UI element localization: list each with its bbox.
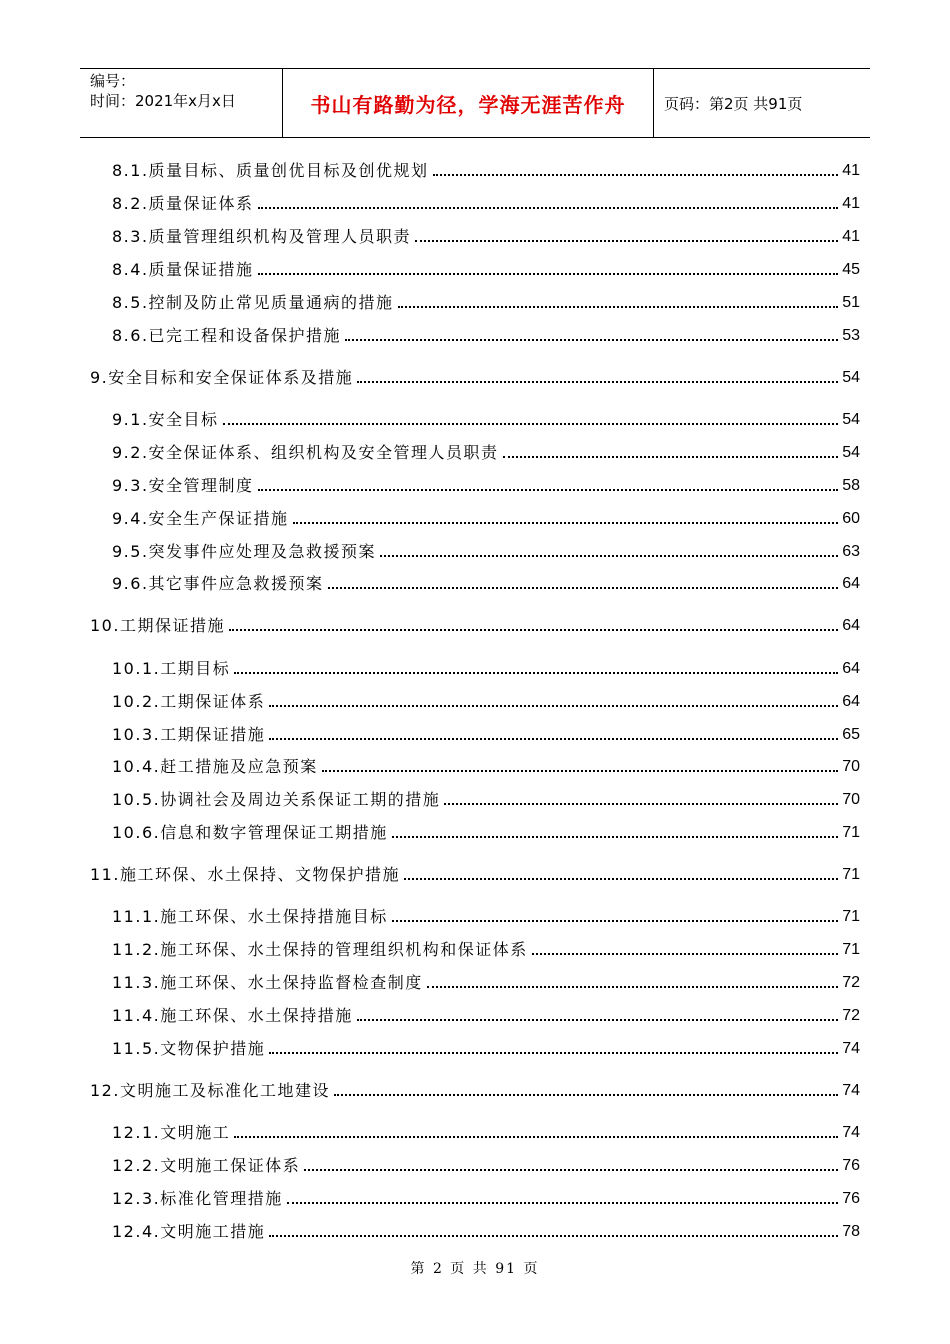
toc-section-entry[interactable] bbox=[112, 689, 860, 713]
toc-dot-leader bbox=[345, 339, 838, 341]
toc-dot-leader bbox=[532, 953, 838, 955]
toc-entry-page-number: 54 bbox=[842, 444, 860, 461]
toc-entry-page-number: 51 bbox=[842, 294, 860, 311]
toc-entry-title: 8.5.控制及防止常见质量通病的措施 bbox=[112, 293, 394, 312]
header-meta bbox=[80, 69, 283, 137]
toc-dot-leader bbox=[398, 306, 839, 308]
toc-section-entry[interactable] bbox=[112, 473, 860, 497]
toc-entry-page-number: 72 bbox=[842, 1007, 860, 1024]
toc-section-entry[interactable] bbox=[112, 290, 860, 314]
toc-section-entry[interactable] bbox=[112, 539, 860, 563]
toc-entry-title: 12.4.文明施工措施 bbox=[112, 1222, 266, 1241]
toc-entry-page-number: 64 bbox=[842, 575, 860, 592]
toc-entry-page-number: 76 bbox=[842, 1157, 860, 1174]
toc-entry-page-number: 64 bbox=[842, 617, 860, 634]
toc-entry-page-number: 64 bbox=[842, 660, 860, 677]
toc-entry-title: 10.6.信息和数字管理保证工期措施 bbox=[112, 823, 388, 842]
page-footer: 第 2 页 共 91 页 bbox=[410, 1261, 540, 1277]
toc-entry-title: 9.安全目标和安全保证体系及措施 bbox=[90, 368, 354, 387]
toc-dot-leader bbox=[269, 705, 838, 707]
toc-entry-page-number: 58 bbox=[842, 477, 860, 494]
toc-entry-title: 9.4.安全生产保证措施 bbox=[112, 509, 289, 528]
toc-section-entry[interactable] bbox=[112, 257, 860, 281]
toc-chapter-entry[interactable] bbox=[90, 1078, 860, 1102]
toc-entry-title: 8.2.质量保证体系 bbox=[112, 194, 254, 213]
toc-entry-page-number: 71 bbox=[842, 908, 860, 925]
toc-entry-page-number: 64 bbox=[842, 693, 860, 710]
toc-dot-leader bbox=[258, 207, 839, 209]
toc-dot-leader bbox=[392, 836, 838, 838]
toc-dot-leader bbox=[269, 1052, 838, 1054]
toc-entry-title: 12.3.标准化管理措施 bbox=[112, 1189, 283, 1208]
toc-entry-title: 12.文明施工及标准化工地建设 bbox=[90, 1081, 330, 1100]
toc-entry-title: 8.4.质量保证措施 bbox=[112, 260, 254, 279]
toc-entry-title: 9.6.其它事件应急救援预案 bbox=[112, 574, 324, 593]
toc-entry-page-number: 76 bbox=[842, 1190, 860, 1207]
toc-entry-page-number: 41 bbox=[842, 195, 860, 212]
toc-entry-title: 9.1.安全目标 bbox=[112, 410, 219, 429]
toc-section-entry[interactable] bbox=[112, 787, 860, 811]
toc-dot-leader bbox=[287, 1202, 838, 1204]
toc-dot-leader bbox=[427, 986, 838, 988]
toc-entry-title: 8.6.已完工程和设备保护措施 bbox=[112, 326, 342, 345]
toc-section-entry[interactable] bbox=[112, 904, 860, 928]
toc-entry-page-number: 70 bbox=[842, 791, 860, 808]
document-time-label: 时间：2021年x月x日 bbox=[90, 92, 236, 110]
toc-section-entry[interactable] bbox=[112, 937, 860, 961]
toc-dot-leader bbox=[223, 423, 839, 425]
toc-dot-leader bbox=[258, 273, 839, 275]
toc-entry-page-number: 65 bbox=[842, 726, 860, 743]
toc-dot-leader bbox=[357, 381, 838, 383]
toc-dot-leader bbox=[357, 1019, 838, 1021]
toc-section-entry[interactable] bbox=[112, 571, 860, 595]
toc-entry-page-number: 74 bbox=[842, 1082, 860, 1099]
toc-chapter-entry[interactable] bbox=[90, 862, 860, 886]
toc-entry-title: 8.1.质量目标、质量创优目标及创优规划 bbox=[112, 161, 429, 180]
toc-entry-page-number: 72 bbox=[842, 974, 860, 991]
toc-section-entry[interactable] bbox=[112, 1036, 860, 1060]
toc-section-entry[interactable] bbox=[112, 970, 860, 994]
toc-entry-title: 11.1.施工环保、水土保持措施目标 bbox=[112, 907, 388, 926]
toc-section-entry[interactable] bbox=[112, 506, 860, 530]
toc-entry-title: 8.3.质量管理组织机构及管理人员职责 bbox=[112, 227, 412, 246]
toc-section-entry[interactable] bbox=[112, 1120, 860, 1144]
header-motto: 书山有路勤为径，学海无涯苦作舟 bbox=[283, 69, 654, 137]
toc-entry-page-number: 41 bbox=[842, 228, 860, 245]
toc-dot-leader bbox=[269, 1235, 838, 1237]
toc-entry-page-number: 41 bbox=[842, 162, 860, 179]
document-number-label: 编号： bbox=[90, 72, 136, 90]
toc-entry-title: 9.2.安全保证体系、组织机构及安全管理人员职责 bbox=[112, 443, 499, 462]
toc-dot-leader bbox=[415, 240, 838, 242]
toc-dot-leader bbox=[304, 1169, 838, 1171]
toc-entry-title: 10.4.赶工措施及应急预案 bbox=[112, 757, 318, 776]
toc-dot-leader bbox=[392, 920, 838, 922]
toc-section-entry[interactable] bbox=[112, 440, 860, 464]
toc-section-entry[interactable] bbox=[112, 323, 860, 347]
toc-section-entry[interactable] bbox=[112, 191, 860, 215]
toc-section-entry[interactable] bbox=[112, 224, 860, 248]
toc-entry-page-number: 60 bbox=[842, 510, 860, 527]
toc-section-entry[interactable] bbox=[112, 1219, 860, 1243]
toc-entry-page-number: 78 bbox=[842, 1223, 860, 1240]
toc-entry-title: 10.5.协调社会及周边关系保证工期的措施 bbox=[112, 790, 441, 809]
toc-entry-title: 10.3.工期保证措施 bbox=[112, 725, 266, 744]
toc-section-entry[interactable] bbox=[112, 1003, 860, 1027]
toc-section-entry[interactable] bbox=[112, 1153, 860, 1177]
toc-dot-leader bbox=[229, 629, 838, 631]
toc-dot-leader bbox=[234, 672, 838, 674]
toc-entry-title: 11.施工环保、水土保持、文物保护措施 bbox=[90, 865, 400, 884]
toc-entry-page-number: 71 bbox=[842, 866, 860, 883]
toc-dot-leader bbox=[334, 1094, 838, 1096]
toc-section-entry[interactable] bbox=[112, 722, 860, 746]
toc-dot-leader bbox=[234, 1136, 838, 1138]
toc-entry-title: 10.2.工期保证体系 bbox=[112, 692, 266, 711]
toc-entry-page-number: 74 bbox=[842, 1040, 860, 1057]
toc-dot-leader bbox=[433, 174, 839, 176]
toc-entry-title: 10.工期保证措施 bbox=[90, 616, 225, 635]
toc-entry-title: 12.2.文明施工保证体系 bbox=[112, 1156, 301, 1175]
toc-entry-page-number: 54 bbox=[842, 369, 860, 386]
toc-entry-title: 11.3.施工环保、水土保持监督检查制度 bbox=[112, 973, 423, 992]
toc-entry-title: 9.5.突发事件应处理及急救援预案 bbox=[112, 542, 377, 561]
header-page-info: 页码：第2页 共91页 bbox=[664, 94, 803, 113]
toc-section-entry[interactable] bbox=[112, 1186, 860, 1210]
toc-dot-leader bbox=[503, 456, 839, 458]
toc-dot-leader bbox=[444, 803, 838, 805]
toc-entry-page-number: 45 bbox=[842, 261, 860, 278]
toc-entry-page-number: 54 bbox=[842, 411, 860, 428]
toc-dot-leader bbox=[322, 770, 838, 772]
toc-chapter-entry[interactable] bbox=[90, 365, 860, 389]
toc-section-entry[interactable] bbox=[112, 407, 860, 431]
toc-entry-page-number: 71 bbox=[842, 941, 860, 958]
toc-entry-title: 12.1.文明施工 bbox=[112, 1123, 231, 1142]
toc-entry-page-number: 53 bbox=[842, 327, 860, 344]
toc-entry-title: 10.1.工期目标 bbox=[112, 659, 231, 678]
toc-section-entry[interactable] bbox=[112, 820, 860, 844]
toc-dot-leader bbox=[380, 555, 838, 557]
toc-section-entry[interactable] bbox=[112, 158, 860, 182]
toc-dot-leader bbox=[258, 489, 839, 491]
toc-section-entry[interactable] bbox=[112, 754, 860, 778]
toc-dot-leader bbox=[328, 587, 839, 589]
toc-entry-title: 11.2.施工环保、水土保持的管理组织机构和保证体系 bbox=[112, 940, 528, 959]
toc-entry-page-number: 74 bbox=[842, 1124, 860, 1141]
toc-dot-leader bbox=[269, 738, 838, 740]
page-header bbox=[80, 68, 870, 138]
toc-entry-page-number: 71 bbox=[842, 824, 860, 841]
toc-dot-leader bbox=[404, 878, 838, 880]
toc-entry-title: 11.4.施工环保、水土保持措施 bbox=[112, 1006, 353, 1025]
toc-chapter-entry[interactable] bbox=[90, 613, 860, 637]
toc-entry-page-number: 70 bbox=[842, 758, 860, 775]
toc-dot-leader bbox=[293, 522, 839, 524]
toc-entry-title: 11.5.文物保护措施 bbox=[112, 1039, 266, 1058]
toc-section-entry[interactable] bbox=[112, 656, 860, 680]
toc-entry-title: 9.3.安全管理制度 bbox=[112, 476, 254, 495]
toc-entry-page-number: 63 bbox=[842, 543, 860, 560]
